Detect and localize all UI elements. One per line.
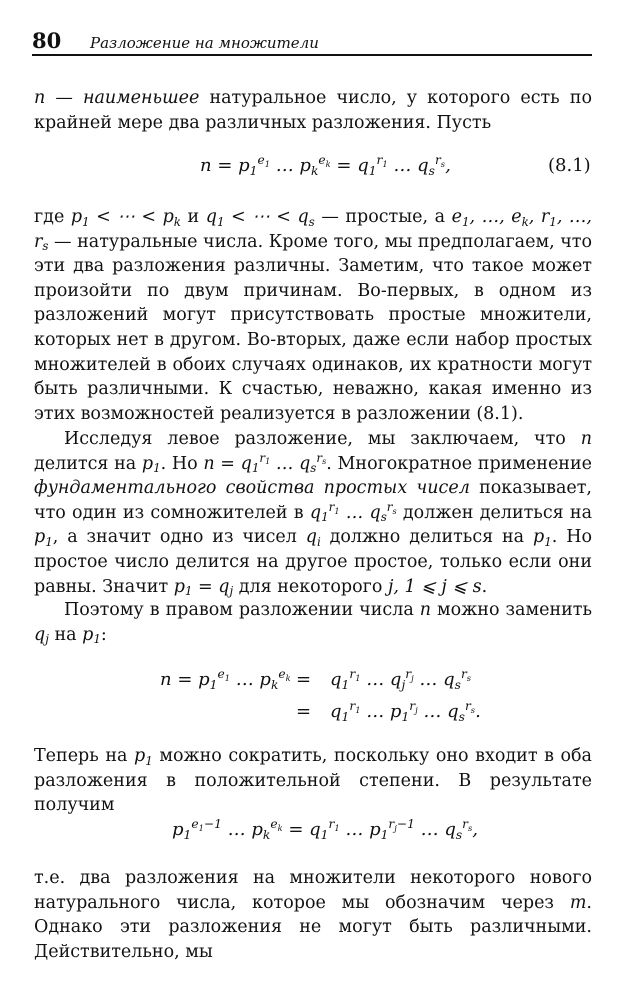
- running-header: [32, 30, 592, 56]
- equation-aligned-rhs-1: $q_1^{r_1}$ … $q_j^{r_j}$ … $q_s^{r_s}$: [330, 667, 472, 692]
- math-inline: $e_1$, …, $e_k$, $r_1$, …, $r_s$: [34, 207, 592, 254]
- paragraph-5: Теперь на $p_1$ можно сократить, поскольку оно входит в оба разложения в положительной степени. В результате получим: [34, 746, 592, 816]
- equation-8-1: $n = p_1^{e_1}$ … $p_k^{e_k} = q_1^{r_1}$ … $q_s^{r_s}$,: [200, 153, 451, 178]
- paragraph-4: Поэтому в правом разложении числа n можно заменить $q_j$ на $p_1$:: [34, 600, 592, 647]
- paragraph-6: т.е. два разложения на множители некоторого нового натурального числа, которое мы обозначим через m. Однако эти разложения не могут быть различными. Действительно, мы: [34, 868, 592, 962]
- emphasis-fundamental-property: фундаментального свойства простых чисел: [34, 478, 470, 499]
- emphasis-smallest: наименьшее: [82, 88, 200, 108]
- equation-number: (8.1): [548, 155, 591, 176]
- equation-aligned-line-1: $n = p_1^{e_1}$ … $p_k^{e_k}$: [160, 667, 291, 692]
- equation-reduced: $p_1^{e_1-1}$ … $p_k^{e_k} = q_1^{r_1}$ … $p_1^{r_j-1}$ … $q_s^{r_s}$,: [172, 817, 478, 842]
- equation-aligned-rhs-2: $q_1^{r_1}$ … $p_1^{r_j}$ … $q_s^{r_s}$.: [330, 699, 481, 724]
- chapter-title: Разложение на множители: [90, 34, 319, 52]
- equals-sign: =: [296, 701, 312, 722]
- variable-n: n: [34, 88, 46, 108]
- paragraph-1: n — наименьшее натуральное число, у которого есть по крайней мере два различных разложения. Пусть: [34, 88, 592, 133]
- math-inline: $q_1$ < ⋯ < $q_s$: [205, 207, 315, 229]
- paragraph-3: Исследуя левое разложение, мы заключаем, что n делится на $p_1$. Но $n = q_1^{r_1}$ … $q_s^{r_s}$. Многократное применение фундаментального свойства простых чисел показывает, что один из сомножителей в $q_1^{r_1}$ … $q_s^{r_s}$ должен делиться на $p_1$, а значит одно из чисел $q_i$ должно делиться на $p_1$. Но простое число делится на другое простое, только если они равны. Значит $p_1 = q_j$ для некоторого j, 1 ⩽ j ⩽ s.: [34, 429, 593, 599]
- math-inline: $p_1$ < ⋯ < $p_k$: [70, 207, 181, 229]
- equals-sign: =: [296, 669, 312, 690]
- page-number: 80: [32, 28, 62, 53]
- paragraph-2: где $p_1$ < ⋯ < $p_k$ и $q_1$ < ⋯ < $q_s$ — простые, а $e_1$, …, $e_k$, $r_1$, …, $r_s$ — натуральные числа. Кроме того, мы предполагаем, что эти два разложения различны. Заметим, что такое может произойти по двум причинам. Во-первых, в одном из разложений могут присутствовать простые множители, которых нет в другом. Во-вторых, даже если набор простых множителей в обоих случаях одинаков, их кратности могут быть различными. К счастью, неважно, какая именно из этих возможностей реализуется в разложении (8.1).: [34, 207, 592, 424]
